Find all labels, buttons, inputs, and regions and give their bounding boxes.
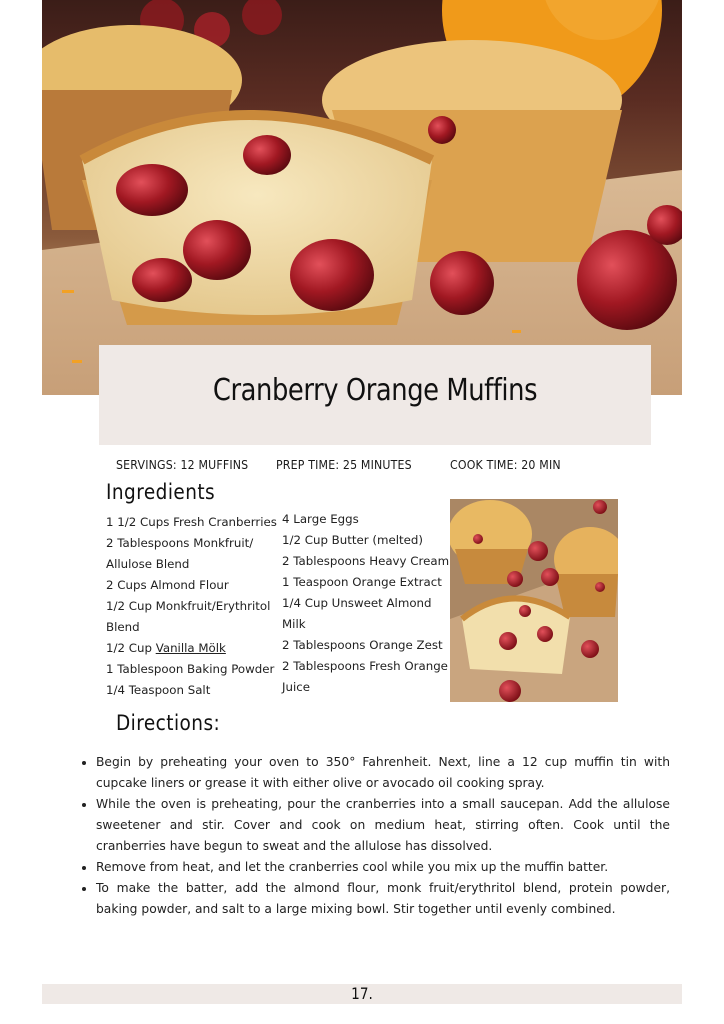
ingredient-item [106,638,277,659]
muffins-side-illustration [450,499,618,702]
ingredient-item: 1/4 Cup Unsweet Almond [282,596,432,610]
ingredients-heading: Ingredients [106,480,216,504]
ingredient-item: 2 Tablespoons Fresh Orange [282,659,448,673]
ingredient-item: 1 Tablespoon Baking Powder [106,662,275,676]
direction-step: • Begin by preheating your oven to 350° Fahrenheit. Next, line a 12 cup muffin tin with cupcake liners or grease it with either olive or avocado oil cooking spray. [96,752,670,794]
ingredient-item: Blend [106,620,140,634]
title-panel [99,345,651,445]
page-number: 17. [351,984,373,1003]
footer-bar [42,984,682,1004]
ingredient-item: Allulose Blend [106,557,190,571]
direction-step: • While the oven is preheating, pour the cranberries into a small saucepan. Add the allulose sweetener and stir. Cover and cook on medium heat, stirring often. Cook until the cranberries have begun to sweat and the allulose has dissolved. [96,794,670,857]
vanilla-molk-link[interactable]: Vanilla Mölk [155,641,226,655]
ingredient-item: 1/2 Cup Butter (melted) [282,533,423,547]
ingredient-item: Milk [282,617,306,631]
hero-photo [42,0,682,395]
servings-label: SERVINGS: 12 MUFFINS [116,457,249,472]
ingredient-item: 1/2 Cup Monkfruit/Erythritol [106,599,271,613]
directions-heading: Directions: [116,711,221,735]
muffin-photo-illustration [42,0,682,395]
ingredient-item: 1 1/2 Cups Fresh Cranberries [106,515,277,529]
prep-time-label: PREP TIME: 25 MINUTES [276,457,412,472]
direction-step: • To make the batter, add the almond flour, monk fruit/erythritol blend, protein powder, baking powder, and salt to a large mixing bowl. Stir together until evenly combined. [96,878,670,920]
ingredient-item: 1/4 Teaspoon Salt [106,683,211,697]
muffins-side-photo [450,499,618,702]
ingredients-column-1 [106,512,277,701]
ingredient-item: Juice [282,680,310,694]
direction-step: • Remove from heat, and let the cranberries cool while you mix up the muffin batter. [96,857,670,878]
recipe-title: Cranberry Orange Muffins [212,373,538,408]
ingredient-item: 1 Teaspoon Orange Extract [282,575,442,589]
ingredients-column-2 [282,509,449,698]
ingredient-item-prefix: 1/2 Cup [106,641,156,655]
ingredient-item: 4 Large Eggs [282,512,359,526]
directions-list [78,752,670,920]
ingredient-item: 2 Tablespoons Monkfruit/ [106,536,254,550]
ingredient-item: 2 Cups Almond Flour [106,578,229,592]
ingredient-item: 2 Tablespoons Orange Zest [282,638,443,652]
cook-time-label: COOK TIME: 20 MIN [450,457,561,472]
ingredient-item: 2 Tablespoons Heavy Cream [282,554,450,568]
